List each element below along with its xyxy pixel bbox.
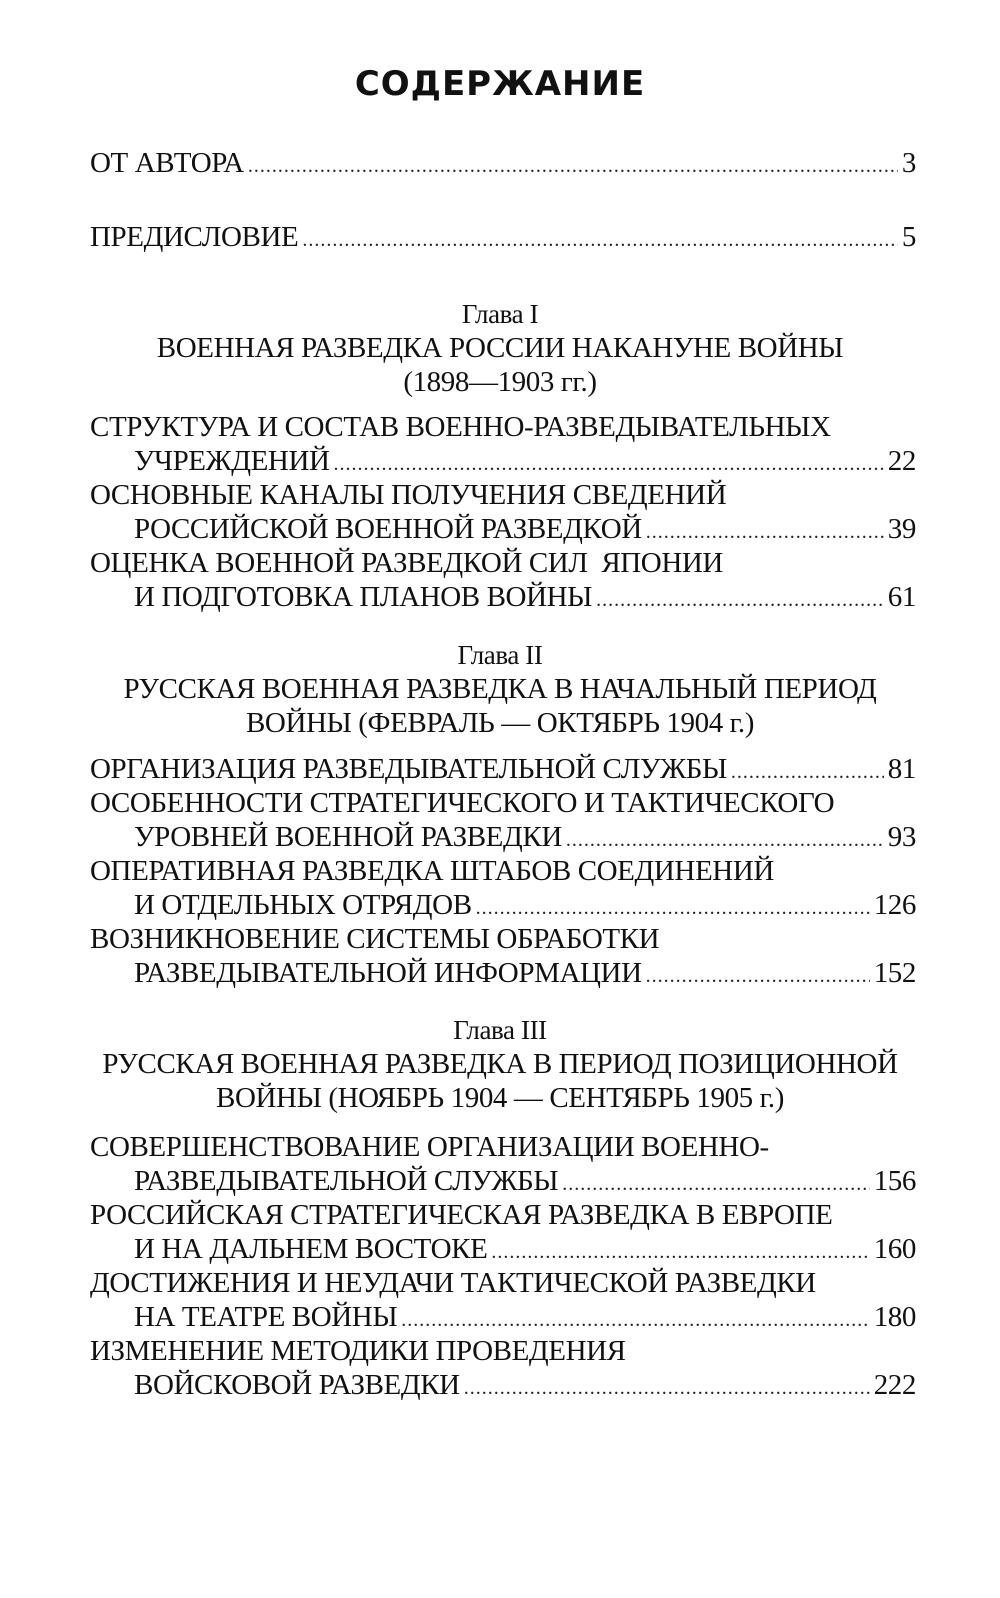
toc-entry	[90, 1334, 916, 1402]
toc-entry-line	[90, 1266, 916, 1300]
toc-entry-text: ОСНОВНЫЕ КАНАЛЫ ПОЛУЧЕНИЯ СВЕДЕНИЙ	[90, 479, 727, 511]
toc-entry	[90, 478, 916, 546]
leader-dots	[646, 515, 884, 549]
toc-entry-text: РАЗВЕДЫВАТЕЛЬНОЙ ИНФОРМАЦИИ	[134, 957, 642, 989]
toc-page-number: 152	[873, 957, 916, 989]
toc-entry-line	[90, 444, 916, 478]
toc-entry-text: ОТ АВТОРА	[90, 147, 244, 179]
toc-entry	[90, 786, 916, 854]
toc-entry-text: И НА ДАЛЬНЕМ ВОСТОКЕ	[134, 1233, 488, 1265]
chapter-title-line: ВОЙНЫ (НОЯБРЬ 1904 — СЕНТЯБРЬ 1905 г.)	[216, 1082, 784, 1114]
toc-entry-line	[90, 956, 916, 990]
toc-entry-line	[90, 1198, 916, 1232]
toc-entry-line	[90, 854, 916, 888]
toc-entry-text: УРОВНЕЙ ВОЕННОЙ РАЗВЕДКИ	[134, 821, 562, 853]
toc-entry-text: РОССИЙСКОЙ ВОЕННОЙ РАЗВЕДКОЙ	[134, 513, 642, 545]
toc-entry-line	[90, 1164, 916, 1198]
toc-page-number: 126	[873, 889, 916, 921]
toc-page-number: 3	[901, 147, 916, 179]
toc-entry-text: СОВЕРШЕНСТВОВАНИЕ ОРГАНИЗАЦИИ ВОЕННО-	[90, 1131, 769, 1163]
toc-entry-text: ОПЕРАТИВНАЯ РАЗВЕДКА ШТАБОВ СОЕДИНЕНИЙ	[90, 855, 774, 887]
toc-entry-from-author	[90, 146, 916, 180]
toc-entry-text: ОСОБЕННОСТИ СТРАТЕГИЧЕСКОГО И ТАКТИЧЕСКОГО	[90, 787, 835, 819]
toc-page-number: 180	[873, 1301, 916, 1333]
toc-entry-line	[90, 752, 916, 786]
leader-dots	[566, 823, 884, 857]
leader-dots	[248, 149, 898, 183]
chapter-heading-3	[0, 1013, 1000, 1115]
toc-page-number: 160	[873, 1233, 916, 1265]
toc-entry	[90, 1266, 916, 1334]
toc-entry-line	[90, 1130, 916, 1164]
toc-entry-line	[90, 580, 916, 614]
toc-entry-line	[90, 888, 916, 922]
toc-entry	[90, 410, 916, 478]
leader-dots	[646, 959, 870, 993]
leader-dots	[334, 447, 884, 481]
chapter-heading-2	[0, 638, 1000, 740]
toc-entry-text: ПРЕДИСЛОВИЕ	[90, 221, 299, 253]
toc-entry-line	[90, 546, 916, 580]
leader-dots	[464, 1371, 870, 1405]
toc-entry-text: ИЗМЕНЕНИЕ МЕТОДИКИ ПРОВЕДЕНИЯ	[90, 1335, 626, 1367]
toc-entry	[90, 922, 916, 990]
toc-entry-text: ВОЗНИКНОВЕНИЕ СИСТЕМЫ ОБРАБОТКИ	[90, 923, 660, 955]
chapter-label: Глава III	[453, 1015, 547, 1045]
toc-entry-text: И ПОДГОТОВКА ПЛАНОВ ВОЙНЫ	[134, 581, 593, 613]
page-title: СОДЕРЖАНИЕ	[354, 64, 646, 104]
leader-dots	[491, 1235, 869, 1269]
chapter-heading-1	[0, 297, 1000, 399]
toc-entry-text: ОРГАНИЗАЦИЯ РАЗВЕДЫВАТЕЛЬНОЙ СЛУЖБЫ	[90, 753, 727, 785]
toc-entry-text: ОЦЕНКА ВОЕННОЙ РАЗВЕДКОЙ СИЛ ЯПОНИИ	[90, 547, 723, 579]
toc-entry-text: ДОСТИЖЕНИЯ И НЕУДАЧИ ТАКТИЧЕСКОЙ РАЗВЕДКИ	[90, 1267, 816, 1299]
chapter-title-line: ВОЙНЫ (ФЕВРАЛЬ — ОКТЯБРЬ 1904 г.)	[245, 707, 755, 739]
toc-entry-text: ВОЙСКОВОЙ РАЗВЕДКИ	[134, 1369, 460, 1401]
toc-entry-text: УЧРЕЖДЕНИЙ	[134, 445, 330, 477]
leader-dots	[596, 583, 884, 617]
toc-entry-line	[90, 1368, 916, 1402]
toc-entry-line	[90, 820, 916, 854]
toc-entry	[90, 1198, 916, 1266]
chapter-title-line: (1898—1903 гг.)	[403, 366, 597, 398]
toc-entry-text: СТРУКТУРА И СОСТАВ ВОЕННО-РАЗВЕДЫВАТЕЛЬНЫХ	[90, 411, 831, 443]
leader-dots	[562, 1167, 869, 1201]
chapter-title-line: РУССКАЯ ВОЕННАЯ РАЗВЕДКА В ПЕРИОД ПОЗИЦИОННОЙ	[102, 1048, 898, 1080]
toc-entry-line	[90, 1232, 916, 1266]
leader-dots	[476, 891, 870, 925]
toc-entry-line	[90, 786, 916, 820]
toc-entry-text: РАЗВЕДЫВАТЕЛЬНОЙ СЛУЖБЫ	[134, 1165, 559, 1197]
toc-entry-line	[90, 1334, 916, 1368]
toc-entry-line	[90, 922, 916, 956]
toc-entry-line	[90, 478, 916, 512]
toc-entry-line	[90, 220, 916, 254]
toc-entry-line	[90, 146, 916, 180]
toc-entry-text: РОССИЙСКАЯ СТРАТЕГИЧЕСКАЯ РАЗВЕДКА В ЕВРОПЕ	[90, 1199, 833, 1231]
toc-page-number: 81	[887, 753, 916, 785]
chapter-title-line: РУССКАЯ ВОЕННАЯ РАЗВЕДКА В НАЧАЛЬНЫЙ ПЕРИОД	[123, 673, 877, 705]
chapter-title-line: ВОЕННАЯ РАЗВЕДКА РОССИИ НАКАНУНЕ ВОЙНЫ	[156, 332, 844, 364]
toc-entry	[90, 1130, 916, 1198]
toc-page-number: 222	[873, 1369, 916, 1401]
leader-dots	[302, 223, 898, 257]
leader-dots	[731, 755, 884, 789]
toc-entry-preface	[90, 220, 916, 254]
chapter-label: Глава II	[457, 640, 543, 670]
toc-entry-text: И ОТДЕЛЬНЫХ ОТРЯДОВ	[134, 889, 472, 921]
toc-page-number: 93	[887, 821, 916, 853]
toc-page-number: 22	[887, 445, 916, 477]
toc-page-number: 156	[873, 1165, 916, 1197]
toc-entry-line	[90, 512, 916, 546]
toc-entry-line	[90, 410, 916, 444]
toc-entry	[90, 854, 916, 922]
toc-entry	[90, 546, 916, 614]
toc-page-number: 5	[901, 221, 916, 253]
chapter-label: Глава I	[461, 299, 539, 329]
leader-dots	[401, 1303, 869, 1337]
toc-entry-text: НА ТЕАТРЕ ВОЙНЫ	[134, 1301, 398, 1333]
toc-entry-line	[90, 1300, 916, 1334]
toc-entry	[90, 752, 916, 786]
toc-page-number: 61	[887, 581, 916, 613]
toc-page-number: 39	[887, 513, 916, 545]
